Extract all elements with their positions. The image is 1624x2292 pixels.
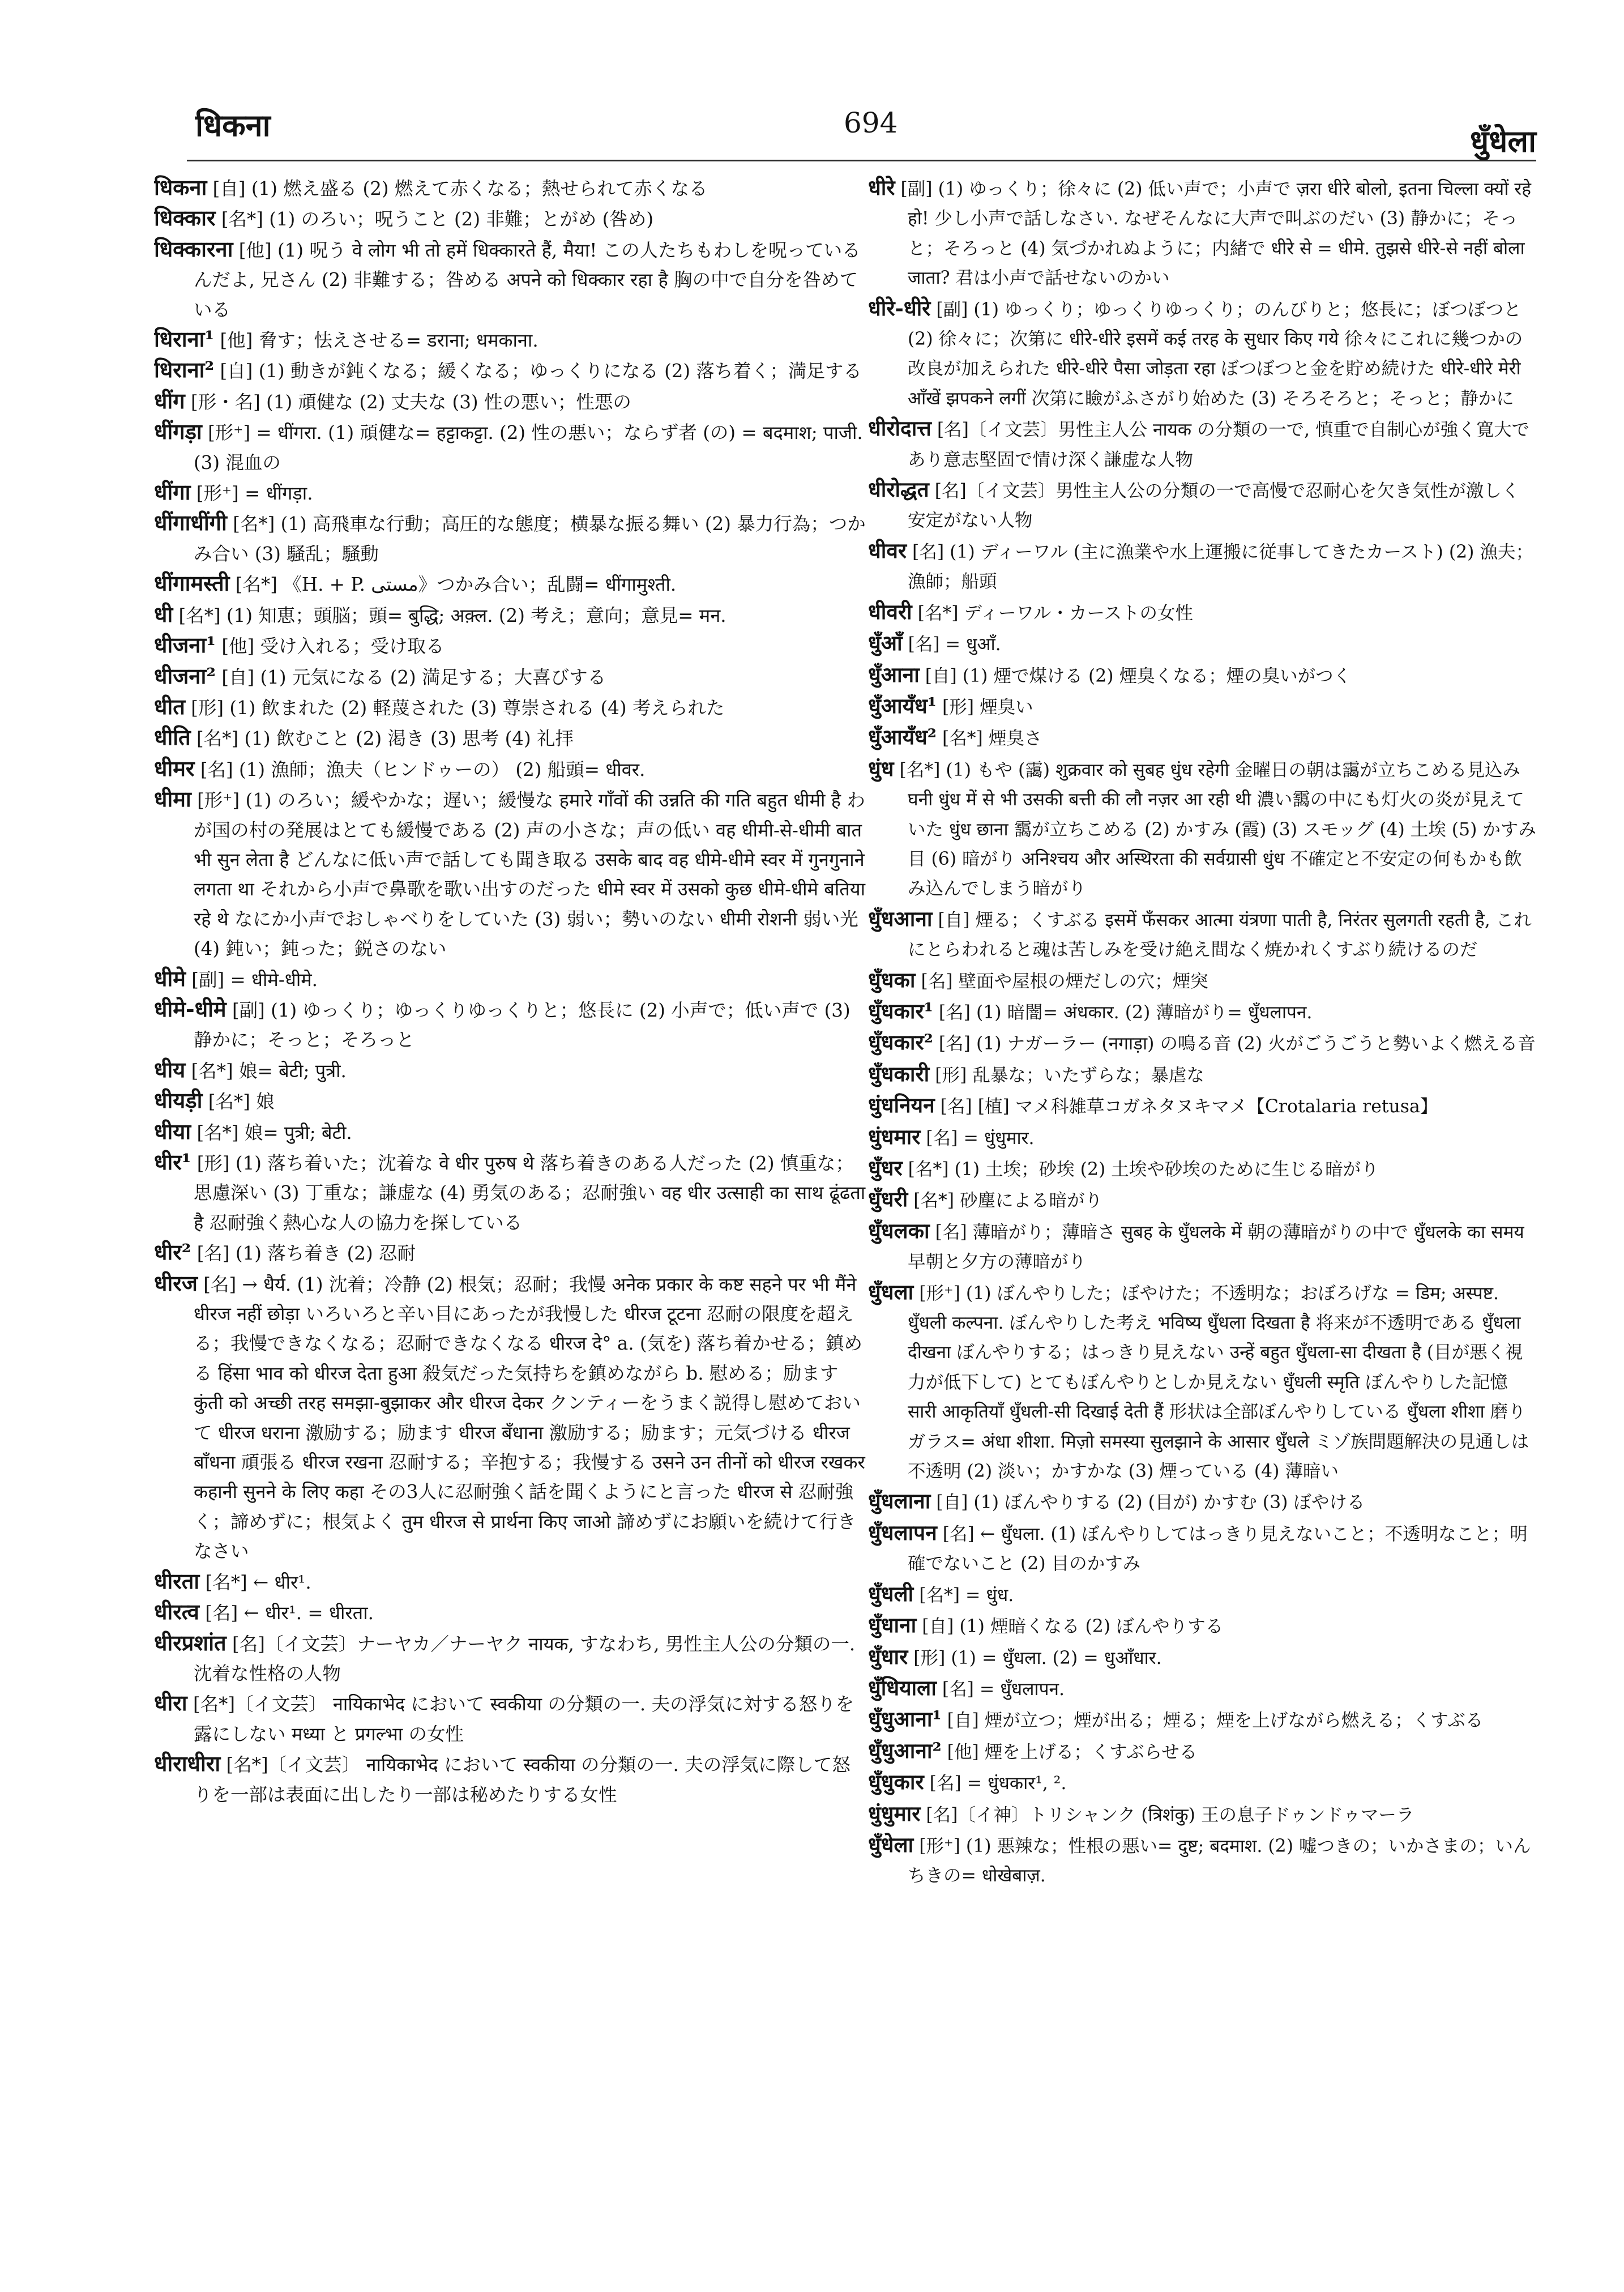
dictionary-entry: [154, 754, 869, 784]
dictionary-entry: [868, 996, 1536, 1027]
entry-definition: [名]〔イ文芸〕男性主人公 नायक の分類の一で, 慎重で自制心が強く寛大であり意志堅固で情け深く謙虚な人物: [908, 420, 1530, 470]
entry-definition: [名] ← धीर¹. = धीरता.: [199, 1602, 374, 1624]
entry-headword: धींगा: [154, 479, 191, 505]
page-header: [0, 0, 1624, 170]
entry-headword: धुंधनियन: [868, 1092, 935, 1118]
dictionary-entry: [154, 784, 869, 963]
entry-headword: धींग: [154, 387, 185, 413]
entry-headword: धुँधली: [868, 1581, 914, 1606]
dictionary-entry: [154, 1628, 869, 1689]
entry-headword: धुंध: [868, 756, 894, 781]
entry-headword: धीरत्व: [154, 1599, 199, 1625]
dictionary-entry: [868, 1486, 1536, 1517]
entry-headword: धी: [154, 601, 173, 627]
entry-headword: धुँधका: [868, 967, 916, 992]
dictionary-entry: [154, 995, 869, 1055]
dictionary-entry: [154, 569, 869, 599]
dictionary-entry: [154, 1597, 869, 1628]
dictionary-entry: [868, 1799, 1536, 1830]
entry-definition: [名*] ディーワル・カーストの女性: [912, 603, 1193, 624]
dictionary-entry: [868, 1122, 1536, 1153]
entry-definition: [自] (1) 煙暗くなる (2) ぼんやりする: [916, 1616, 1224, 1637]
entry-definition: [名] = धुआँ.: [902, 634, 1001, 655]
dictionary-entry: [154, 477, 869, 508]
entry-headword: धीरप्रशांत: [154, 1629, 226, 1655]
entry-headword: धीराधीरा: [154, 1751, 221, 1777]
dictionary-entry: [868, 1610, 1536, 1641]
dictionary-entry: [868, 1767, 1536, 1798]
entry-headword: धुँधुआना¹: [868, 1706, 942, 1732]
entry-headword: धीरोद्धत: [868, 477, 929, 502]
entry-headword: धुँधलका: [868, 1218, 930, 1243]
dictionary-entry: [868, 1830, 1536, 1891]
entry-definition: [自] 煙る；くすぶる इसमें फँसकर आत्मा यंत्रणा पाती है, निरंतर सुलगती रहती है, これにとらわれると魂は苦しみを受け絶え間なく焼かれくすぶり続けるのだ: [908, 910, 1532, 961]
entry-headword: धुँधकार¹: [868, 998, 933, 1023]
entry-definition: [形・名] (1) 頑健な (2) 丈夫な (3) 性の悪い；性悪の: [185, 391, 631, 413]
entry-headword: धीजना²: [154, 663, 216, 689]
entry-definition: [名] (1) 漁師；漁夫（ヒンドゥーの） (2) 船頭= धीवर.: [194, 758, 646, 780]
dictionary-entry: [868, 1184, 1536, 1215]
dictionary-entry: [868, 1090, 1536, 1121]
dictionary-entry: [154, 355, 869, 386]
entry-definition: [副] (1) ゆっくり；ゆっくりゆっくり；のんびりと；悠長に；ぼつぼつと (2) 徐々に；次第に धीरे-धीरे इसमें कई तरह के सुधार किए गये 徐々にこれに幾つかの改良が加えられた धीरे-धीरे पैसा जोड़ता रहा ぼつぼつと金を貯め続けた धीरे-धीरे मेरी आँखें झपकने लगीं 次第に瞼がふさがり始めた (3) そろそろと；そっと；静かに: [908, 299, 1523, 409]
entry-definition: [名*] (1) 土埃；砂埃 (2) 土埃や砂埃のために生じる暗がり: [902, 1159, 1379, 1180]
entry-headword: धीमर: [154, 755, 195, 781]
dictionary-entry: [154, 692, 869, 723]
entry-headword: धुँआँ: [868, 630, 903, 656]
dictionary-entry: [868, 1736, 1536, 1767]
entry-headword: धीरा: [154, 1690, 187, 1716]
entry-definition: [副] = धीमे-धीमे.: [185, 968, 318, 991]
entry-headword: धुँधकार²: [868, 1030, 933, 1055]
entry-headword: धींगड़ा: [154, 419, 202, 445]
entry-definition: [名*] (1) もや (靄) शुक्रवार को सुबह धुंध रहेगी 金曜日の朝は靄が立ちこめる見込み घनी धुंध में से भी उसकी बत्ती की लौ नज़र आ रही थी 濃い靄の中にも灯火の炎が見えていた धुंध छाना 靄が立ちこめる (2) かすみ (霞) (3) スモッグ (4) 土埃 (5) かすみ目 (6) 暗がり अनिश्चय और अस्थिरता की सर्वग्रासी धुंध 不確定と不安定の何もかも飲み込んでしまう暗がり: [894, 759, 1536, 899]
entry-headword: धीर²: [154, 1239, 191, 1265]
dictionary-entry: [868, 904, 1536, 965]
entry-headword: धुँआयँध²: [868, 724, 937, 750]
entry-headword: धुँधलाना: [868, 1488, 931, 1514]
entry-headword: धुँधेला: [868, 1832, 914, 1857]
entry-definition: [名] [植] マメ科雑草コガネタヌキマメ【Crotalaria retusa】: [934, 1096, 1438, 1117]
entry-definition: [名]〔イ神〕トリシャンク (त्रिशंकु) 王の息子ドゥンドゥマーラ: [920, 1804, 1414, 1825]
dictionary-entry: [154, 723, 869, 753]
entry-definition: [形] 乱暴な；いたずらな；暴虐な: [929, 1065, 1204, 1086]
entry-headword: धीमे: [154, 965, 186, 991]
entry-headword: धिक्कार: [154, 205, 216, 231]
entry-definition: [名*] (1) 知恵；頭脳；頭= बुद्धि; अक़्ल. (2) 考え；意向；意見= मन.: [173, 604, 726, 626]
dictionary-entry: [154, 234, 869, 325]
dictionary-entry: [868, 1059, 1536, 1090]
entry-definition: [名] (1) ディーワル (主に漁業や水上運搬に従事してきたカースト) (2) 漁夫；漁師；船頭: [907, 541, 1533, 592]
entry-definition: [自] (1) 元気になる (2) 満足する；大喜びする: [215, 666, 606, 688]
entry-definition: [自] (1) 動きが鈍くなる；緩くなる；ゆっくりになる (2) 落ち着く；満足する: [214, 360, 862, 382]
entry-definition: [名*] 娘: [202, 1091, 275, 1113]
dictionary-entry: [154, 1688, 869, 1749]
entry-definition: [名*] 砂塵による暗がり: [908, 1190, 1103, 1211]
dictionary-entry: [154, 964, 869, 995]
dictionary-entry: [868, 1518, 1536, 1579]
entry-definition: [他] 脅す；怯えさせる= डराना; धमकाना.: [214, 330, 539, 352]
dictionary-entry: [154, 600, 869, 630]
entry-headword: धीरता: [154, 1568, 200, 1594]
entry-definition: [形⁺] = धींगरा. (1) 頑健な= हट्टाकट्टा. (2) 性の悪い；ならず者 (の) = बदमाश; पाजी. (3) 混血の: [194, 422, 863, 473]
entry-definition: [名] → धैर्य. (1) 沈着；冷静 (2) 根気；忍耐；我慢 अनेक प्रकार के कष्ट सहने पर भी मैंने धीरज नहीं छोड़ा いろいろと辛い目にあったが我慢した धीरज टूटना 忍耐の限度を超える；我慢できなくなる；忍耐できなくなる धीरज दे° a. (気を) 落ち着かせる；鎮める हिंसा भाव को धीरज देता हुआ 殺気だった気持ちを鎮めながら b. 慰める；励ます कुंती को अच्छी तरह समझा-बुझाकर और धीरज देकर クンティーをうまく説得し慰めておいて धीरज धराना 激励する；励ます धीरज बँधाना 激励する；励ます；元気づける धीरज बाँधना 頑張る धीरज रखना 忍耐する；辛抱する；我慢する उसने उन तीनों को धीरज रखकर कहानी सुनने के लिए कहा その3人に忍耐強く話を聞くようにと言った धीरज से 忍耐強く；諦めずに；根気よく तुम धीरज से प्रार्थना किए जाओ 諦めずにお願いを続けて行きなさい: [194, 1273, 865, 1563]
entry-definition: [名*] (1) 高飛車な行動；高圧的な態度；横暴な振る舞い (2) 暴力行為；つかみ合い (3) 騒乱；騒動: [194, 513, 866, 565]
entry-definition: [名] = धुंधकार¹, ².: [924, 1773, 1067, 1794]
entry-definition: [副] (1) ゆっくり；徐々に (2) 低い声で；小声で ज़रा धीरे बोलो, इतना चिल्ला क्यों रहे हो! 少し小声で話しなさい. なぜそんなに大声で叫ぶのだい (3) 静かに；そっと；そろっと (4) 気づかれぬように；内緒で धीरे से = धीमे. तुझसे धीरे-से नहीं बोला जाता? 君は小声で話せないのかい: [895, 179, 1531, 289]
dictionary-entry: [868, 1642, 1536, 1673]
entry-headword: धुँआयँध¹: [868, 693, 937, 718]
dictionary-entry: [868, 722, 1536, 753]
entry-headword: धुँधुआना²: [868, 1738, 942, 1763]
dictionary-entry: [868, 1216, 1536, 1277]
dictionary-entry: [154, 1055, 869, 1086]
entry-definition: [名*] ← धीर¹.: [199, 1571, 311, 1593]
entry-definition: [自] 煙が立つ；煙が出る；煙る；煙を上げながら燃える；くすぶる: [941, 1710, 1484, 1731]
entry-definition: [名]〔イ文芸〕男性主人公の分類の一で高慢で忍耐心を欠き気性が激しく安定がない人物: [908, 481, 1520, 531]
entry-definition: [形] (1) 飲まれた (2) 軽蔑された (3) 尊崇される (4) 考えられた: [185, 697, 725, 719]
entry-headword: धीति: [154, 724, 191, 750]
dictionary-entry: [154, 173, 869, 203]
dictionary-entry: [868, 1579, 1536, 1610]
entry-headword: धुँआना: [868, 661, 920, 687]
dictionary-entry: [868, 660, 1536, 691]
dictionary-entry: [868, 1277, 1536, 1487]
entry-definition: [自] (1) ぼんやりする (2) (目が) かすむ (3) ぼやける: [930, 1492, 1365, 1513]
dictionary-entry: [868, 1153, 1536, 1184]
dictionary-entry: [868, 536, 1536, 597]
dictionary-entry: [154, 1269, 869, 1567]
entry-headword: धींगामस्ती: [154, 570, 230, 596]
entry-headword: धुँधआना: [868, 906, 933, 931]
entry-definition: [名*]〔イ文芸〕 नायिकाभेद において स्वकीया の分類の一. 夫の浮気に対する怒りを露にしない मध्या と प्रगल्भा の女性: [187, 1693, 854, 1745]
header-rule: [187, 160, 1536, 161]
entry-headword: धीरे: [868, 175, 895, 200]
entry-definition: [形⁺] = धींगड़ा.: [190, 483, 313, 505]
entry-definition: [名]〔イ文芸〕ナーヤカ／ナーヤク नायक, すなわち, 男性主人公の分類の一. 沈着な性格の人物: [194, 1633, 856, 1684]
dictionary-entry: [154, 417, 869, 477]
entry-definition: [形⁺] (1) 悪辣な；性根の悪い= दुष्ट; बदमाश. (2) 嘘つきの；いかさまの；いんちきの= धोखेबाज़.: [908, 1836, 1531, 1886]
entry-headword: धुँधलापन: [868, 1520, 937, 1545]
entry-headword: धुंधुमार: [868, 1800, 921, 1826]
entry-headword: धुँधला: [868, 1279, 914, 1304]
entry-definition: [名*]〔イ文芸〕 नायिकाभेद において स्वकीया の分類の一. 夫の浮気に際して怒りを一部は表面に出したり一部は秘めたりする女性: [194, 1754, 851, 1806]
dictionary-entry: [868, 293, 1536, 414]
entry-definition: [他] 受け入れる；受け取る: [215, 635, 445, 658]
entry-definition: [他] (1) 呪う वे लोग भी तो हमें धिक्कारते हैं, मैया! この人たちもわしを呪っているんだよ, 兄さん (2) 非難する；咎める अपने को धिक्कार रहा है 胸の中で自分を咎めている: [194, 239, 861, 321]
dictionary-entry: [154, 325, 869, 355]
entry-headword: धीयड़ी: [154, 1087, 203, 1113]
right-column: [868, 173, 1536, 2178]
dictionary-entry: [868, 1704, 1536, 1735]
entry-headword: धीरज: [154, 1270, 198, 1296]
dictionary-entry: [154, 203, 869, 234]
dictionary-entry: [154, 661, 869, 692]
entry-headword: धुँधाना: [868, 1612, 917, 1638]
entry-headword: धुँधुकार: [868, 1769, 924, 1795]
entry-definition: [形] (1) 落ち着いた；沈着な वे धीर पुरुष थे 落ち着きのある人だった (2) 慎重な；思慮深い (3) 丁重な；謙虚な (4) 勇気のある；忍耐強い वह धीर उत्साही का साथ ढूंढता है 忍耐強く熱心な人の協力を探している: [191, 1153, 866, 1234]
entry-headword: धीमे-धीमे: [154, 996, 226, 1022]
entry-headword: धींगाधींगी: [154, 510, 227, 536]
entry-headword: धुँधार: [868, 1644, 908, 1669]
dictionary-entry: [154, 508, 869, 569]
entry-headword: धिकना: [154, 174, 207, 200]
entry-headword: धीवरी: [868, 599, 912, 624]
dictionary-entry: [868, 754, 1536, 904]
dictionary-entry: [154, 1117, 869, 1147]
entry-definition: [形⁺] (1) のろい；緩やかな；遅い；緩慢な हमारे गाँवों की उन्नति की गति बहुत धीमी है わが国の村の発展はとても緩慢である (2) 声の小さな；声の低い वह धीमी-से-धीमी बात भी सुन लेता है どんなに低い声で話しても聞き取る उसके बाद वह धीमे-धीमे स्वर में गुनगुनाने लगता था それから小声で鼻歌を歌い出すのだった धीमे स्वर में उसको कुछ धीमे-धीमे बतिया रहे थे なにか小声でおしゃべりをしていた (3) 弱い；勢いのない धीमी रोशनी 弱い光 (4) 鈍い；鈍った；鋭さのない: [191, 789, 866, 960]
entry-definition: [名] = धुँधलापन.: [936, 1679, 1065, 1700]
entry-definition: [名*] 娘= बेटी; पुत्री.: [185, 1060, 347, 1082]
dictionary-entry: [154, 1147, 869, 1237]
dictionary-entry: [154, 630, 869, 661]
entry-headword: धुँधकारी: [868, 1061, 930, 1086]
entry-headword: धिराना²: [154, 357, 215, 383]
entry-headword: धीया: [154, 1118, 191, 1144]
dictionary-entry: [868, 691, 1536, 722]
dictionary-entry: [154, 1086, 869, 1116]
dictionary-entry: [868, 628, 1536, 659]
dictionary-entry: [154, 1749, 869, 1809]
dictionary-entry: [868, 1027, 1536, 1058]
entry-definition: [名*] (1) 飲むこと (2) 渇き (3) 思考 (4) 礼拝: [190, 728, 574, 750]
entry-definition: [名*] 《H. + P. مستی》つかみ合い；乱闘= धींगामुश्ती.: [229, 574, 677, 596]
entry-headword: धिराना¹: [154, 326, 215, 352]
entry-definition: [名*] (1) のろい；呪うこと (2) 非難；とがめ (咎め): [215, 208, 654, 231]
page-number: 694: [844, 106, 898, 139]
dictionary-entry: [868, 413, 1536, 475]
entry-headword: धीमा: [154, 786, 191, 812]
entry-definition: [名] 薄暗がり；薄暗さ सुबह के धुँधलके में 朝の薄暗がりの中で धुँधलके का समय 早朝と夕方の薄暗がり: [908, 1222, 1524, 1273]
left-guide-word: धिकना: [195, 107, 271, 143]
dictionary-entry: [868, 475, 1536, 536]
entry-headword: धीरे-धीरे: [868, 295, 931, 321]
entry-definition: [名] = धुंधुमार.: [920, 1128, 1035, 1149]
dictionary-entry: [154, 386, 869, 417]
entry-definition: [形⁺] (1) ぼんやりした；ぼやけた；不透明な；おぼろげな = डिम; अस्पष्ट. धुँधली कल्पना. ぼんやりした考え भविष्य धुँधला दिखता है 将来が不透明である धुँधला दीखना ぼんやりする；はっきり見えない उन्हें बहुत धुँधला-सा दीखता है (目が悪く視力が低下して) とてもぼんやりとしか見えない धुँधली स्मृति ぼんやりした記憶 सारी आकृतियाँ धुँधली-सी दिखाई देती हैं 形状は全部ぼんやりしている धुँधला शीशा 磨りガラス= अंधा शीशा. मिज़ो समस्या सुलझाने के आसार धुँधले ミゾ族問題解決の見通しは不透明 (2) 淡い；かすかな (3) 煙っている (4) 薄暗い: [908, 1283, 1529, 1482]
entry-definition: [名*] = धुंध.: [913, 1585, 1014, 1606]
dictionary-entry: [868, 173, 1536, 293]
entry-definition: [副] (1) ゆっくり；ゆっくりゆっくりと；悠長に (2) 小声で；低い声で (3) 静かに；そっと；そろっと: [194, 999, 851, 1051]
entry-headword: धीवर: [868, 537, 907, 563]
entry-definition: [名] ← धुँधला. (1) ぼんやりしてはっきり見えないこと；不透明なこと；明確でないこと (2) 目のかすみ: [908, 1523, 1528, 1574]
right-guide-word: धुँधेला: [1469, 123, 1536, 159]
entry-headword: धुंधमार: [868, 1124, 921, 1149]
entry-definition: [他] 煙を上げる；くすぶらせる: [941, 1742, 1198, 1762]
entry-definition: [自] (1) 燃え盛る (2) 燃えて赤くなる；熱せられて赤くなる: [207, 178, 708, 199]
entry-definition: [名] 壁面や屋根の煙だしの穴；煙突: [915, 971, 1208, 992]
entry-headword: धीजना¹: [154, 632, 216, 658]
entry-definition: [名] (1) 落ち着き (2) 忍耐: [191, 1243, 416, 1265]
entry-headword: धुँधरी: [868, 1186, 908, 1212]
entry-headword: धीरोदात्त: [868, 416, 931, 441]
entry-headword: धीर¹: [154, 1149, 191, 1175]
entry-headword: धुँधर: [868, 1155, 903, 1180]
entry-definition: [名] (1) 暗闇= अंधकार. (2) 薄暗がり= धुँधलापन.: [933, 1002, 1313, 1023]
entry-headword: धीत: [154, 693, 185, 719]
dictionary-entry: [154, 1237, 869, 1268]
dictionary-entry: [868, 965, 1536, 996]
entry-headword: धिक्कारना: [154, 236, 233, 262]
entry-headword: धुँधियाला: [868, 1675, 937, 1700]
entry-definition: [自] (1) 煙で煤ける (2) 煙臭くなる；煙の臭いがつく: [919, 665, 1352, 686]
entry-definition: [形] 煙臭い: [937, 697, 1033, 718]
entry-definition: [名*] 煙臭さ: [937, 728, 1042, 749]
entry-definition: [名*] 娘= पुत्री; बेटी.: [191, 1121, 352, 1143]
dictionary-entry: [868, 1673, 1536, 1704]
dictionary-entry: [154, 1567, 869, 1597]
left-column: [154, 173, 869, 2268]
entry-definition: [形] (1) = धुँधला. (2) = धुआँधार.: [908, 1647, 1162, 1668]
dictionary-entry: [868, 597, 1536, 628]
entry-headword: धीय: [154, 1056, 186, 1082]
entry-definition: [名] (1) ナガーラー (नगाड़ा) の鳴る音 (2) 火がごうごうと勢いよく燃える音: [933, 1034, 1536, 1055]
